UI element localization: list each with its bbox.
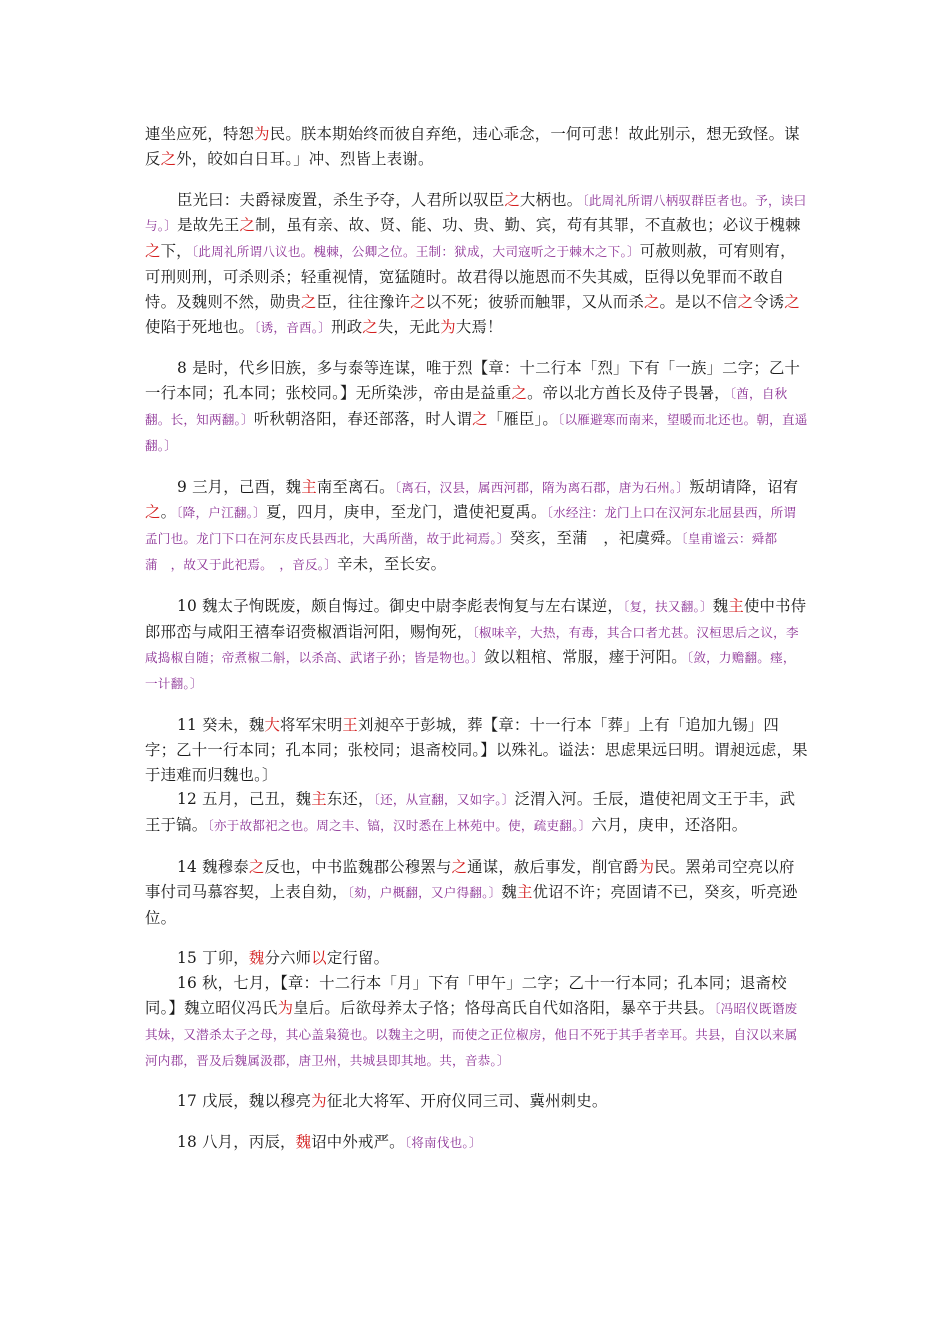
text-run: 14 魏穆泰 [177, 857, 249, 876]
text-run: 诏中外戒严。 [311, 1133, 405, 1152]
highlighted-char: 之 [160, 149, 177, 168]
highlighted-char: 主 [517, 882, 533, 901]
text-run: 以不死；彼骄而触罪，又从而杀 [425, 292, 644, 311]
commentary-note: 〔酋，自秋翻。长，知两翻。〕 [145, 386, 788, 427]
text-run: 臣光曰：夫爵禄废置，杀生予夺，人君所以驭臣 [177, 190, 505, 209]
text-run: 「雁臣」。 [487, 409, 558, 428]
text-run: 連坐应死，特恕 [145, 125, 255, 143]
highlighted-char: 魏 [248, 949, 265, 968]
commentary-note: 〔离石，汉县，属西河郡，隋为离石郡，唐为石州。〕 [394, 479, 690, 495]
text-run: 反也，中书监魏郡公穆罴与 [264, 857, 452, 876]
highlighted-char: 为 [254, 125, 270, 143]
commentary-note: 〔将南伐也。〕 [404, 1135, 482, 1151]
text-run: 夏，四月，庚申，至龙门，遣使祀夏禹。 [265, 503, 547, 522]
commentary-note: 〔水经注：龙门上口在汉河东北屈县西，所谓孟门也。龙门下口在河东皮氏县西北，大禹所凿，故于此祠焉。〕 [145, 505, 797, 547]
text-run: 是故先王 [177, 216, 240, 235]
text-run: 10 魏太子恂既废，颇自悔过。御史中尉李彪表恂复与左右谋逆， [177, 596, 624, 615]
highlighted-char: 之 [737, 292, 754, 311]
paragraph [145, 188, 808, 341]
highlighted-char: 为 [638, 857, 655, 876]
paragraph [145, 855, 808, 930]
text-run: 可赦则赦，可宥则宥，可刑则刑，可杀则杀；轻重视情，宽猛随时。故君得以施恩而不失其威，臣得以免罪而不敢自恃。及魏则不然，勋贵 [145, 242, 796, 311]
commentary-note: 〔冯昭仪既谮废其妹，又潜杀太子之母，其心盖枭獍也。以魏主之明，而使之正位椒房，他日不死于其手者幸耳。共县，自汉以来属河内郡，晋及后魏属汲郡，唐卫州，共城县即其地。共，音恭。〕 [145, 1000, 798, 1068]
commentary-note: 〔椒味辛，大热，有毒，其合口者尤甚。汉桓思后之议，李咸捣椒自随；帝煮椒二斛，以杀高、武诸子孙；皆是物也。〕 [145, 624, 799, 666]
paragraph [145, 475, 808, 578]
text-run: 民。罴弟司空亮以府事付司马慕容契，上表自劾， [145, 857, 795, 901]
text-run: 将军宋明 [280, 715, 343, 734]
paragraph [145, 122, 808, 172]
text-run: 叛胡请降，诏宥 [689, 477, 799, 496]
text-run: 优诏不许；亮固请不已，癸亥，听亮逊位。 [145, 882, 798, 927]
text-run: 。 [160, 503, 177, 522]
text-run: 敛以粗棺、常服，瘗于河阳。 [484, 648, 687, 667]
text-run: 11 癸未，魏 [177, 715, 265, 734]
text-run: 魏 [712, 596, 729, 615]
highlighted-char: 之 [472, 409, 488, 428]
text-run: 南至离石。 [316, 477, 395, 496]
highlighted-char: 之 [145, 503, 161, 522]
paragraph [145, 1089, 808, 1114]
text-run: 制，虽有亲、故、贤、能、功、贵、勤、宾，苟有其罪，不直赦也；必议于槐棘 [255, 216, 801, 235]
text-run: 泛渭入河。壬辰，遣使祀周文王于丰，武王于镐。 [145, 790, 796, 835]
text-run: 分六师 [264, 949, 312, 968]
paragraph [145, 971, 808, 1073]
highlighted-char: 之 [511, 384, 528, 403]
text-run: 魏 [501, 882, 517, 901]
highlighted-char: 以 [311, 949, 327, 968]
commentary-note: 〔敛，力赡翻。瘗，一计翻。〕 [145, 650, 796, 692]
text-run: 通谋，赦后事发，削官爵 [467, 857, 639, 876]
text-run: 征北大将军、开府仪同三司、冀州刺史。 [326, 1092, 608, 1111]
commentary-note: 〔皇甫谧云：舜都蒲 ，故又于此祀焉。 ，音反。〕 [145, 531, 778, 572]
highlighted-char: 之 [784, 292, 800, 311]
text-run: 大焉！ [455, 317, 503, 336]
text-run: 17 戊辰，魏以穆亮 [177, 1092, 312, 1111]
text-run: 癸亥，至蒲 ，祀虞舜。 [509, 529, 682, 548]
text-run: 。帝以北方酋长及侍子畏暑， [527, 384, 730, 403]
commentary-note: 〔劾，户概翻，又户得翻。〕 [347, 884, 502, 900]
document-body [145, 122, 808, 1172]
text-run: 辛未，至长安。 [337, 554, 447, 573]
text-run: 大柄也。 [520, 190, 583, 209]
paragraph [145, 356, 808, 458]
commentary-note: 〔复，扶又翻。〕 [623, 598, 713, 614]
highlighted-char: 之 [239, 216, 256, 235]
commentary-note: 〔降，户江翻。〕 [176, 505, 266, 521]
paragraph [145, 1130, 808, 1156]
text-run: 刘昶卒于彭城，葬【章：十一行本「葬」上有「追加九锡」四字；乙十一行本同；孔本同；张校同；退斋校同。】以殊礼。谥法：思虑果远曰明。谓昶远虑，果于违难而归魏也。〕 [145, 715, 808, 784]
text-run: 8 是时，代乡旧族，多与泰等连谋，唯于烈【章：十二行本「烈」下有「一族」二字；乙十一行本同；孔本同；张校同。】无所染涉，帝由是益重 [145, 359, 801, 403]
highlighted-char: 主 [728, 596, 744, 615]
text-run: 令诱 [753, 292, 785, 311]
highlighted-char: 之 [643, 292, 660, 311]
commentary-note: 〔还，从宣翻，又如字。〕 [373, 792, 515, 808]
paragraph [145, 946, 808, 971]
text-run: 臣，往往豫许 [316, 292, 411, 311]
highlighted-char: 之 [504, 190, 520, 209]
text-run: 9 三月，己酉，魏 [177, 477, 302, 496]
text-run: 皇后。后欲母养太子恪；恪母高氏自代如洛阳，暴卒于共县。 [293, 998, 715, 1017]
text-run: 15 丁卯， [177, 949, 249, 968]
text-run: 听秋朝洛阳，春还部落，时人谓 [253, 409, 473, 428]
paragraph [145, 787, 808, 839]
text-run: 六月，庚申，还洛阳。 [591, 816, 748, 835]
commentary-note: 〔以雁避寒而南来，望暖而北还也。朝，直遥翻。〕 [145, 411, 808, 453]
highlighted-char: 为 [277, 998, 294, 1017]
highlighted-char: 魏 [295, 1133, 312, 1152]
commentary-note: 〔此周礼所谓八柄驭群臣者也。予，读曰与。〕 [145, 192, 807, 234]
highlighted-char: 之 [145, 242, 161, 261]
commentary-note: 〔亦于故都祀之也。周之丰、镐，汉时悉在上林苑中。使，疏吏翻。〕 [207, 818, 592, 834]
text-run: 使中书侍郎邢峦与咸阳王禧奉诏赍椒酒诣河阳，赐恂死， [145, 596, 807, 641]
highlighted-char: 大 [264, 715, 281, 734]
text-run: 下， [160, 242, 192, 261]
text-run: 东还， [326, 790, 374, 809]
highlighted-char: 为 [440, 317, 456, 336]
text-run: 16 秋，七月，【章：十二行本「月」下有「甲午」二字；乙十一行本同；孔本同；退斋校同。】魏立昭仪冯氏 [145, 974, 787, 1017]
text-run: 12 五月，己丑，魏 [177, 790, 312, 809]
text-run: 18 八月，丙辰， [177, 1133, 296, 1152]
text-run: 外，皎如白日耳。」冲、烈皆上表谢。 [176, 149, 434, 168]
highlighted-char: 主 [301, 477, 317, 496]
highlighted-char: 之 [362, 317, 378, 336]
highlighted-char: 之 [248, 857, 265, 876]
highlighted-char: 主 [311, 790, 327, 809]
highlighted-char: 王 [342, 715, 359, 734]
highlighted-char: 之 [410, 292, 426, 311]
commentary-note: 〔此周礼所谓八议也。槐棘，公卿之位。王制：狱成，大司寇听之于棘木之下。〕 [191, 244, 640, 260]
paragraph [145, 594, 808, 697]
commentary-note: 〔诱，音酉。〕 [254, 319, 332, 335]
highlighted-char: 之 [300, 292, 317, 311]
highlighted-char: 为 [311, 1092, 327, 1111]
highlighted-char: 之 [451, 857, 468, 876]
text-run: 民。朕本期始终而彼自弃绝，违心乖念，一何可悲！故此别示，想无致怪。谋反 [145, 125, 800, 168]
text-run: 刑政 [331, 317, 363, 336]
text-run: 定行留。 [326, 949, 390, 968]
text-run: 。是以不信 [659, 292, 738, 311]
text-run: 使陷于死地也。 [145, 317, 255, 336]
paragraph [145, 713, 808, 787]
text-run: 失，无此 [377, 317, 441, 336]
